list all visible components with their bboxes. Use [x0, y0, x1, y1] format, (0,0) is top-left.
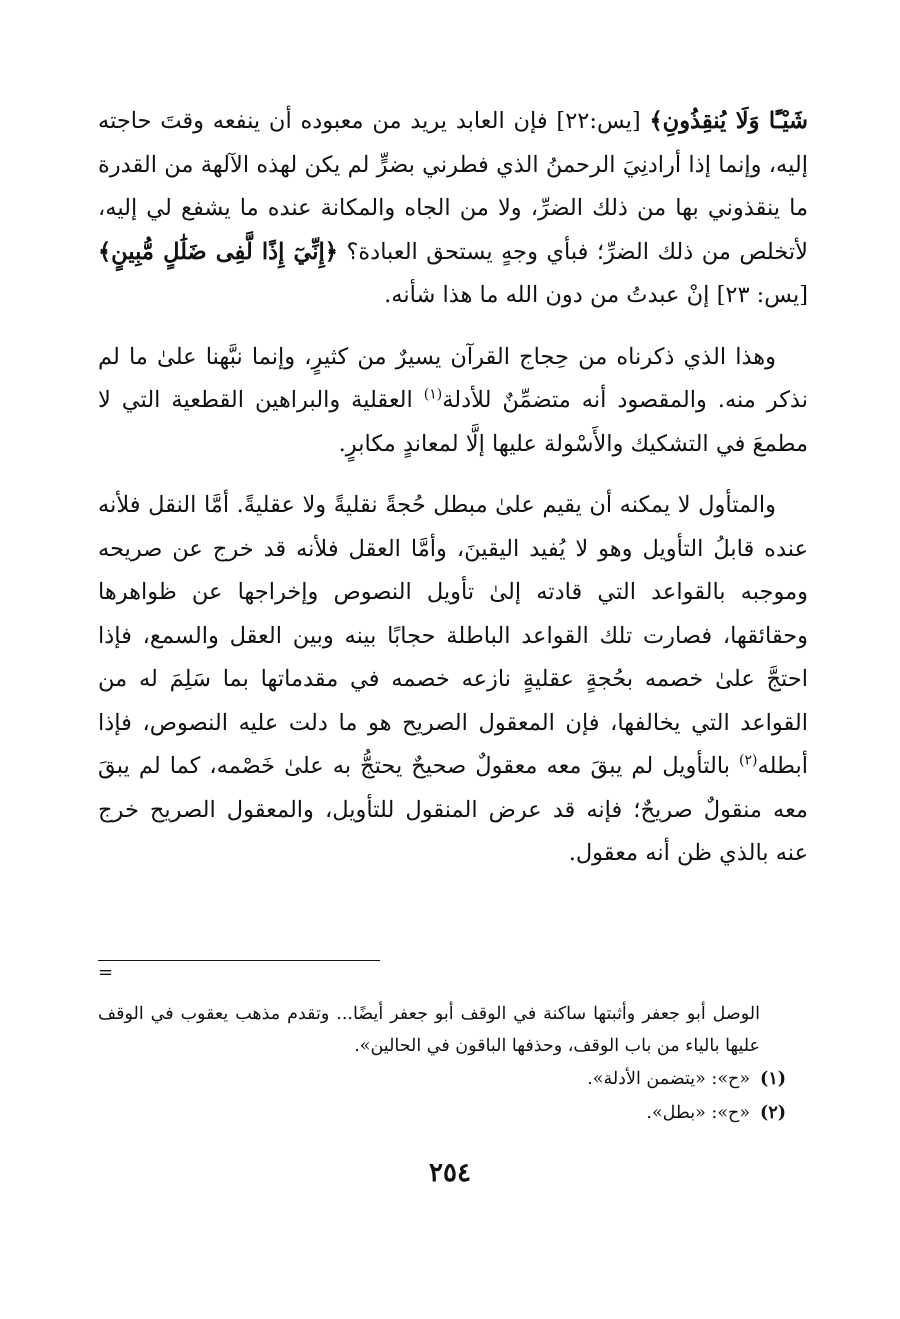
- footnote-2-number: (٢): [760, 1103, 786, 1123]
- quran-quote-2: ﴿إِنِّيٓ إِذًا لَّفِى ضَلَٰلٍ مُّبِينٍ﴾: [98, 238, 338, 265]
- quran-reference-2: [يس: ٢٣]: [709, 282, 808, 308]
- quran-quote-1: شَيْـًٔا وَلَا يُنقِذُونِ﴾: [649, 108, 808, 134]
- quran-reference-1: [يس:٢٢]: [547, 108, 650, 134]
- main-text: [98, 100, 808, 876]
- paragraph-2-text-b: العقلية والبراهين القطعية التي لا مطمعَ في التشكيك والأَسْولة عليها إلَّا لمعاندٍ مكابرٍ.: [98, 387, 808, 457]
- footnote-2-text: «ح»: «بطل».: [646, 1103, 751, 1123]
- footnote-1: [98, 1062, 808, 1096]
- paragraph-3-text-b: بالتأويل لم يبقَ معه معقولٌ صحيحٌ يحتجُّ به علىٰ خَصْمه، كما لم يبقَ معه منقولٌ صريحٌ؛ فإنه قد عرض المنقول للتأويل، والمعقول الصريح خرج عنه بالذي ظن أنه معقول.: [98, 753, 808, 866]
- page-number: ٢٥٤: [429, 1158, 471, 1188]
- footnote-1-number: (١): [760, 1069, 786, 1089]
- paragraph-2-text-a: وهذا الذي ذكرناه من حِجاج القرآن يسيرٌ من كثيرٍ، وإنما نبَّهنا علىٰ ما لم نذكر منه. والمقصود أنه متضمِّنٌ للأدلة: [98, 343, 808, 413]
- paragraph-1: [98, 100, 808, 318]
- footnotes-body: [98, 998, 808, 1130]
- footnote-divider: [98, 960, 380, 961]
- paragraph-3-text-a: والمتأول لا يمكنه أن يقيم علىٰ مبطل حُجةً نقليةً ولا عقليةً. أمَّا النقل فلأنه عنده قابلُ التأويل وهو لا يُفيد اليقينَ، وأمَّا العقل فلأنه قد خرج عن صريحه وموجبه بالقواعد التي قادته إلىٰ تأويل النصوص وإخراجها عن ظواهرها وحقائقها، فصارت تلك القواعد الباطلة حجابًا بينه وبين العقل والسمع، فإذا احتجَّ علىٰ خصمه بحُجةٍ عقليةٍ نازعه خصمه في مقدماتها بما سَلِمَ له من القواعد التي يخالفها، فإن المعقول الصريح هو ما دلت عليه النصوص، فإذا أبطله: [98, 492, 808, 779]
- paragraph-1-text-a: فإن العابد يريد من معبوده أن ينفعه وقتَ حاجته إليه، وإنما إذا أرادنِيَ الرحمنُ الذي فطرني بضرٍّ لم يكن لهذه الآلهة من القدرة ما ينقذوني بها من ذلك الضرِّ، ولا من الجاه والمكانة عنده ما يشفع لي إليه، لأتخلص من ذلك الضرِّ؛ فبأي وجهٍ يستحق العبادة؟: [98, 108, 808, 265]
- footnote-1-text: «ح»: «يتضمن الأدلة».: [587, 1069, 751, 1089]
- paragraph-2: [98, 336, 808, 467]
- footnote-continuation-text: الوصل أبو جعفر وأثبتها ساكنة في الوقف أبو جعفر أيضًا... وتقدم مذهب يعقوب في الوقف عليها بالياء من باب الوقف، وحذفها الباقون في الحالين».: [98, 1004, 760, 1056]
- footnote-continuation-mark: =: [98, 962, 114, 983]
- footnote-ref-2[interactable]: (٢): [739, 752, 758, 769]
- paragraph-3: [98, 484, 808, 876]
- footnote-ref-1[interactable]: (١): [423, 386, 443, 403]
- paragraph-1-text-b: إنْ عبدتُ من دون الله ما هذا شأنه.: [384, 282, 710, 308]
- footnote-2: [98, 1096, 808, 1130]
